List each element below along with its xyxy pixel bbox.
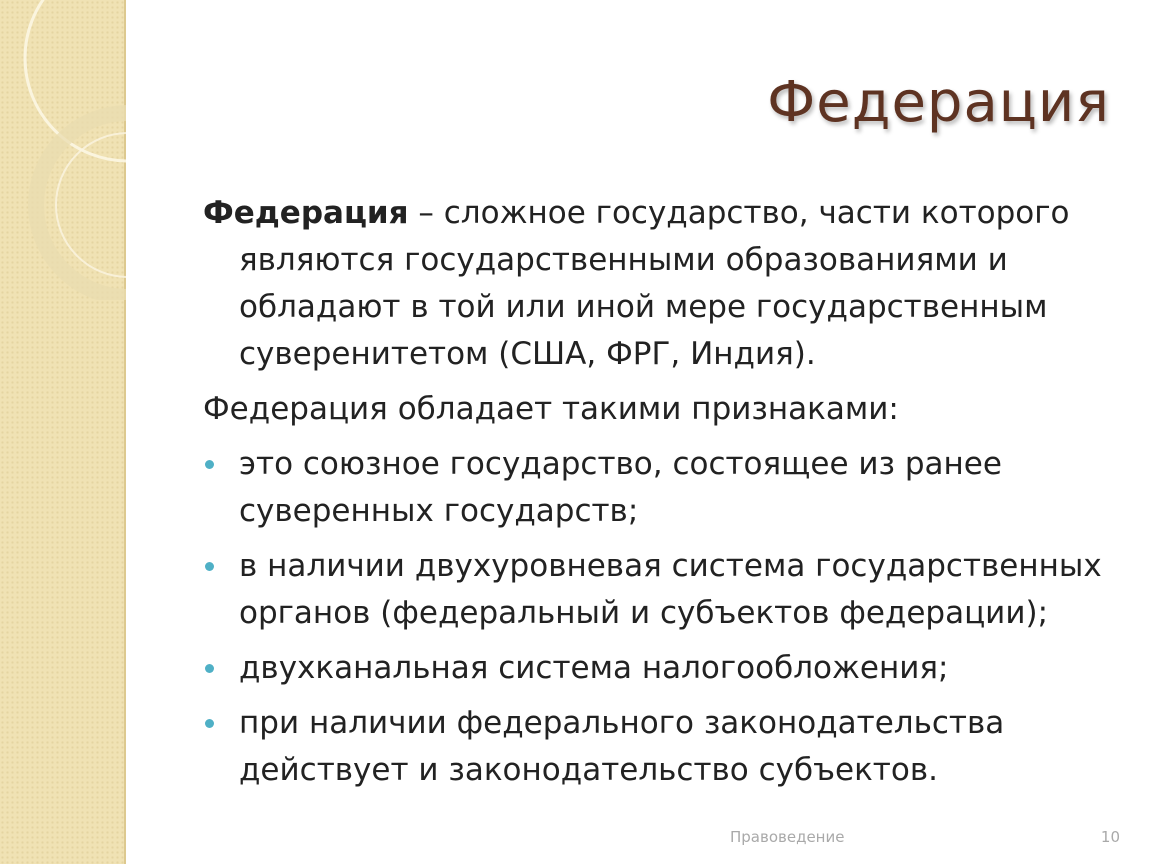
bullet-icon — [205, 562, 214, 571]
definition-text: – сложное государство, части которого являются государственными образованиями и обладают в той или иной мере государственным суверенитетом (США, ФРГ, Индия). — [239, 195, 1070, 372]
list-item — [203, 441, 1123, 535]
decorative-rings-graphic — [0, 0, 126, 300]
slide-body — [203, 190, 1123, 802]
list-item — [203, 645, 1123, 692]
bullet-icon — [205, 460, 214, 469]
list-item-text: при наличии федерального законодательства действует и законодательство субъектов. — [239, 705, 1005, 788]
page-number: 10 — [1100, 828, 1120, 846]
list-item — [203, 700, 1123, 794]
bullet-icon — [205, 719, 214, 728]
footer-text: Правоведение — [730, 828, 845, 846]
list-item-text: в наличии двухуровневая система государственных органов (федеральный и субъектов федерации); — [239, 548, 1102, 631]
bullet-icon — [205, 664, 214, 673]
list-item — [203, 543, 1123, 637]
list-item-text: двухканальная система налогообложения; — [239, 650, 949, 686]
slide-title: Федерация — [767, 70, 1110, 135]
features-list — [203, 441, 1123, 794]
decorative-side-panel — [0, 0, 126, 864]
list-item-text: это союзное государство, состоящее из ранее суверенных государств; — [239, 446, 1002, 529]
definition-term: Федерация — [203, 195, 409, 231]
features-intro: Федерация обладает такими признаками: — [203, 391, 899, 427]
definition-paragraph — [203, 190, 1123, 378]
